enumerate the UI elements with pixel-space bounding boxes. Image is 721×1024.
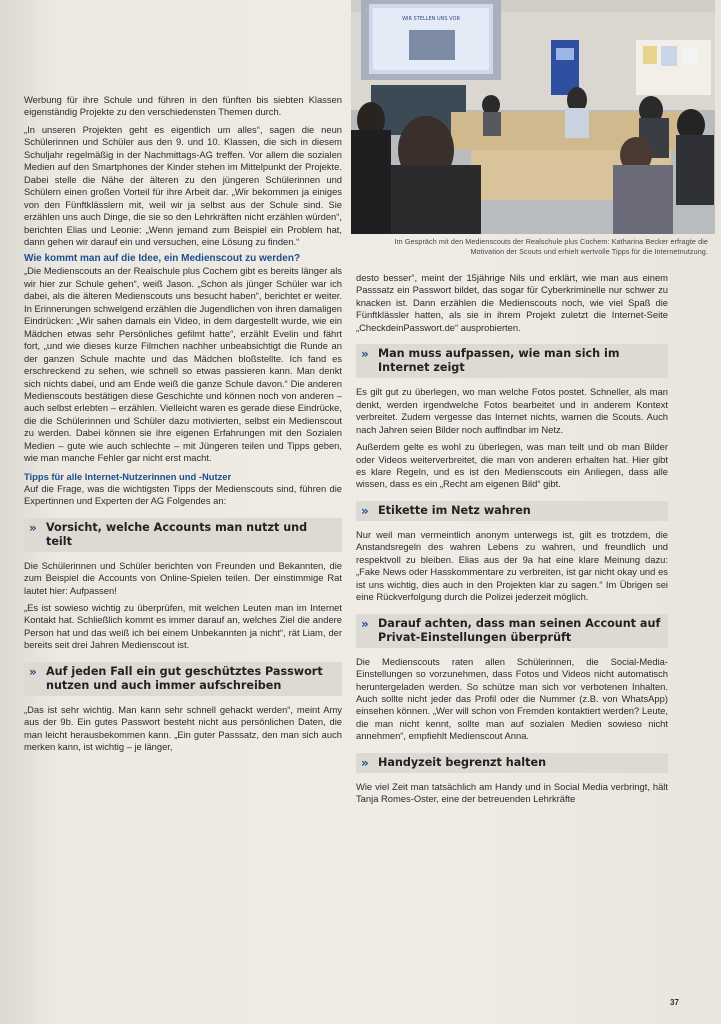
- paragraph: Außerdem gelte es wohl zu überlegen, was man teilt und ob man Bilder oder Videos weiterverbreitet, die man von anderen erhalten hat. Hier gibt es klare Regeln, und es ist den Medienscouts ein Anliegen, dass alle wissen, dass es ein „Recht am eigenen Bild“ gibt.: [356, 441, 668, 490]
- classroom-photo: [351, 0, 715, 234]
- paragraph: Wie viel Zeit man tatsächlich am Handy und in Social Media verbringt, hält Tanja Romes-Oster, eine der betreuenden Lehrkräfte: [356, 780, 668, 805]
- tip-box: [356, 614, 668, 648]
- tip-title: Vorsicht, welche Accounts man nutzt und teilt: [46, 520, 308, 548]
- paragraph: Die Schülerinnen und Schüler berichten von Freunden und Bekannten, die zum Beispiel die Accounts von Online-Spielen teilen. Der einstimmige Rat lautet hier: Aufpassen!: [24, 559, 342, 596]
- chevron-icon: »: [29, 664, 37, 679]
- page-number: 37: [670, 998, 679, 1007]
- right-column: [356, 272, 668, 806]
- tip-title: Auf jeden Fall ein gut geschütztes Passwort nutzen und auch immer aufschreiben: [46, 664, 323, 692]
- chevron-icon: »: [361, 347, 369, 362]
- paragraph: Werbung für ihre Schule und führen in den fünften bis siebten Klassen eigenständig Projekte zu den verschiedensten Themen durch.: [24, 94, 342, 118]
- paragraph: Auf die Frage, was die wichtigsten Tipps der Medienscouts sind, führen die Expertinnen und Experten der AG Folgendes an:: [24, 482, 342, 507]
- paragraph: „In unseren Projekten geht es eigentlich um alles“, sagen die neun Schülerinnen und Schüler aus den 9. und 10. Klassen, die sich in diesem Schuljahr regelmäßig in der Nachmittags-AG treffen. Vor allem die sozialen Medien auf den Smartphones der Kinder stehen im Mittelpunkt der Projekte. Dabei stelle die Nähe der älteren zu den jüngeren Schülerinnen und Schülern einen großen Vorteil für ihre Arbeit dar. „Wir bekommen ja einiges von den Fünftklässlern mit, weil wir ja selbst aus der Schule sind. Sie erzählen uns auch Dinge, die sie so den Lehrkräften nicht erzählen würden“, berichten Elias und Leonie: „Wenn jemand zum Beispiel ein Problem hat, dann gehen wir darauf ein und versuchen, eine Lösung zu finden.“: [24, 123, 342, 247]
- photo-caption: Im Gespräch mit den Medienscouts der Realschule plus Cochem: Katharina Becker erfragte die Motivation der Scouts und erhielt wertvolle Tipps für die Internetnutzung.: [394, 237, 708, 257]
- tip-box: [24, 518, 342, 552]
- chevron-icon: »: [29, 520, 37, 535]
- paragraph: Die Medienscouts raten allen Schülerinnen, die Social-Media-Einstellungen so vorzunehmen, dass Fotos und Videos nicht automatisch heruntergeladen werden. So schütze man sich vor verbotenen Inhalten. Auch sollte nicht jeder das Profil oder die Nummer (z.B. von WhatsApp) einsehen können. „Wer will schon von Fremden kontaktiert werden? Leute, die man nicht kennt, sollte man auf sozialen Medien sowieso nicht annehmen“, empfiehlt Medienscout Anna.: [356, 655, 668, 742]
- tip-box: [356, 501, 668, 521]
- left-column: [24, 94, 342, 754]
- subheading: Tipps für alle Internet-Nutzerinnen und -Nutzer: [24, 470, 232, 482]
- paragraph: „Es ist sowieso wichtig zu überprüfen, mit welchen Leuten man im Internet Kontakt hat. Schließlich kommt es immer darauf an, welches Ziel die andere Person hat und das weiß ich bei einem Unbekannten ja nicht“, rät Liam, der bereits seit drei Jahren Medienscout ist.: [24, 601, 342, 651]
- tip-title: Man muss aufpassen, wie man sich im Internet zeigt: [378, 347, 620, 375]
- tip-title: Etikette im Netz wahren: [378, 503, 531, 517]
- chevron-icon: »: [361, 616, 369, 631]
- chevron-icon: »: [361, 503, 369, 518]
- screen-title: WIR STELLEN UNS VOR: [402, 16, 460, 22]
- tip-box: [356, 344, 668, 378]
- chevron-icon: »: [361, 755, 369, 770]
- paragraph: Es gilt gut zu überlegen, wo man welche Fotos postet. Schneller, als man denkt, werden irgendwelche Fotos bearbeitet und in anderem Kontext verbreitet. Zudem vergesse das Internet nichts, warnen die Scouts. Auch nach Jahren seien Bilder noch auffindbar im Netz.: [356, 386, 668, 435]
- paragraph: „Das ist sehr wichtig. Man kann sehr schnell gehackt werden“, meint Amy aus der 9b. Ein gutes Passwort besteht nicht aus persönlichen Daten, die man leicht herausbekommen kann. „Ein guter Passsatz, den man sich auch merken kann, ist wichtig – je länger,: [24, 703, 342, 753]
- tip-title: Handyzeit begrenzt halten: [378, 755, 547, 769]
- paragraph: desto besser“, meint der 15jährige Nils und erklärt, wie man aus einem Passsatz ein Passwort bildet, das sogar für Cyberkriminelle nur schwer zu knacken ist. Dann erzählen die Medienscouts noch, wie viel Spaß die Fünftklässler hatten, als sie in ihrem Projekt zuletzt die Internet-Seite „CheckdeinPasswort.de“ ausprobierten.: [356, 272, 668, 333]
- paragraph: „Die Medienscouts an der Realschule plus Cochem gibt es bereits länger als wir hier zur Schule gehen“, weiß Jason. „Schon als jünger Schüler war ich dabei, als die älteren Medienscouts uns besucht haben“, berichtet er weiter. In Erinnerungen schwelgend erzählen die Jugendlichen von ihren damaligen Eindrücken: „Wir sahen damals ein Video, in dem dargestellt wurde, wie ein Mädchen etwas sehr Persönliches gefilmt hatte“, erzählt Evelin und fährt fort, „und wie dieses kurze Filmchen nachher unbeabsichtigt die Runde an der ganzen Schule machte und das Mädchen bloßstellte. Ich fand es erschreckend zu sehen, wie schnell so etwas passieren kann. Man denkt sich nichts dabei, und am Ende weiß die ganze Schule davon.“ Die anderen Medienscouts bestätigen diese Geschichte und können noch von anderen – auch selbst erlebten – erzählen. Vielleicht waren es gerade diese Eindrücke, die die Schülerinnen und Schüler dazu motivierten, selbst ein Medienscout zu werden. Dabei können sie ihre eigenen Erfahrungen mit den Sozialen Medien – gute wie auch schlechte – mit Jüngeren teilen und Tipps geben, wie man manche Fehler gar nicht erst macht.: [24, 265, 342, 464]
- paragraph: Nur weil man vermeintlich anonym unterwegs ist, gilt es trotzdem, die Anstandsregeln des wahren Lebens zu wahren, und freundlich und respektvoll zu bleiben. Elias aus der 9a hat eine klare Meinung dazu: „Fake News oder Hasskommentare zu verbreiten, ist gar nicht okay und es ist uns wichtig, dies auch in den Projekten klar zu sagen.“ Im Übrigen sei eine Rückverfolgung durch die Polizei jederzeit möglich.: [356, 528, 668, 603]
- subheading: Wie kommt man auf die Idee, ein Medienscout zu werden?: [24, 253, 301, 265]
- tip-box: [24, 662, 342, 696]
- tip-title: Darauf achten, dass man seinen Account auf Privat-Einstellungen überprüft: [378, 616, 661, 644]
- tip-box: [356, 753, 668, 773]
- classroom-photo-illustration: [351, 0, 715, 234]
